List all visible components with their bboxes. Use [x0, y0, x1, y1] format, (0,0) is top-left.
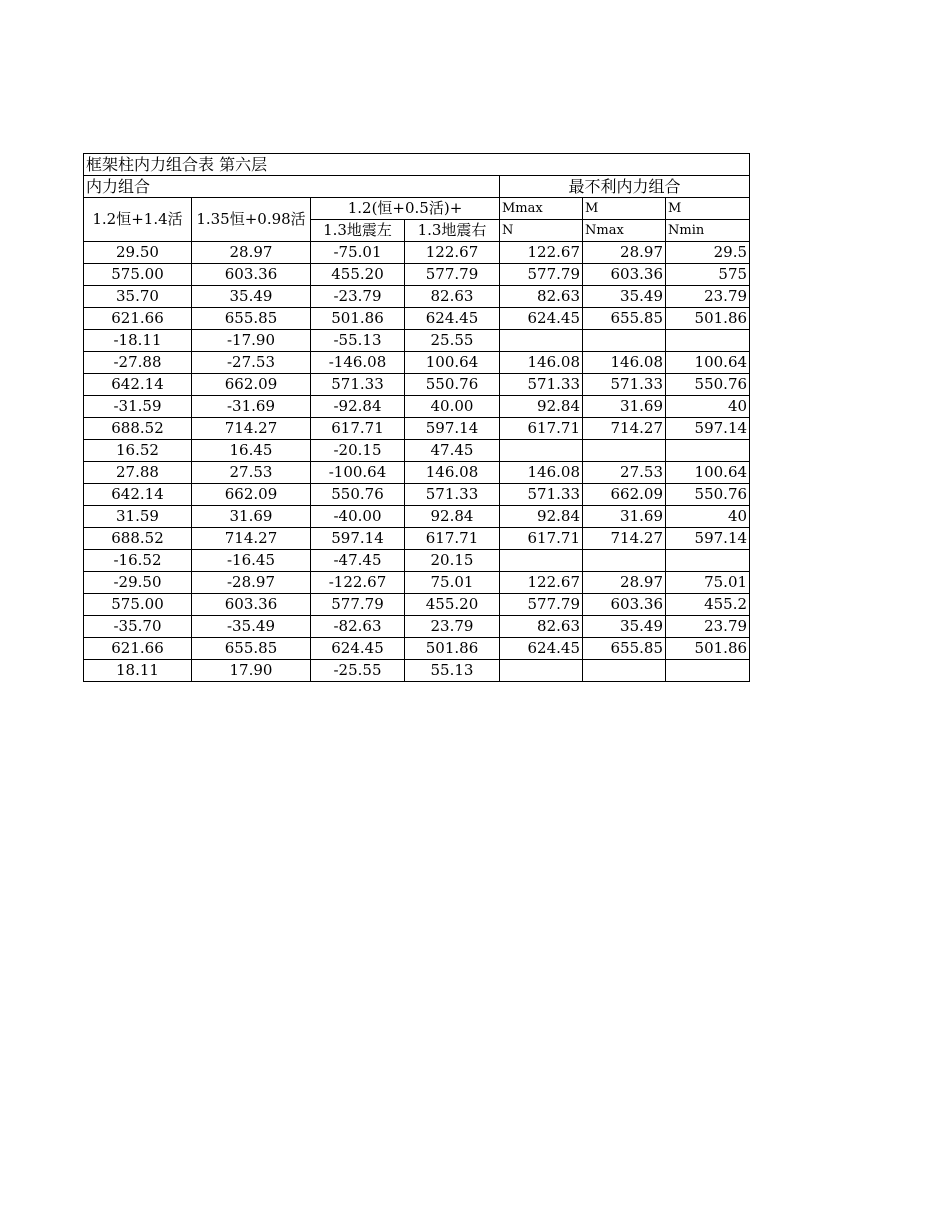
- table-cell[interactable]: 642.14: [84, 484, 192, 506]
- table-cell[interactable]: 28.97: [583, 572, 666, 594]
- table-cell[interactable]: 597.14: [311, 528, 405, 550]
- table-row: [84, 396, 750, 418]
- table-cell[interactable]: -31.69: [192, 396, 311, 418]
- table-cell[interactable]: 597.14: [405, 418, 500, 440]
- table-cell[interactable]: -55.13: [311, 330, 405, 352]
- table-cell[interactable]: 31.59: [84, 506, 192, 528]
- table-cell[interactable]: -28.97: [192, 572, 311, 594]
- table-cell[interactable]: 100.64: [666, 352, 750, 374]
- col-header-5-bottom[interactable]: N: [500, 220, 583, 242]
- table-cell[interactable]: 75.01: [405, 572, 500, 594]
- table-cell[interactable]: 597.14: [666, 418, 750, 440]
- table-cell[interactable]: 550.76: [311, 484, 405, 506]
- table-cell[interactable]: 18.11: [84, 660, 192, 682]
- table-cell[interactable]: 82.63: [500, 616, 583, 638]
- table-row: [84, 308, 750, 330]
- table-cell[interactable]: 550.76: [666, 484, 750, 506]
- table-title[interactable]: 框架柱内力组合表 第六层: [84, 154, 750, 176]
- table-cell[interactable]: 146.08: [583, 352, 666, 374]
- col-header-1[interactable]: 1.2恒+1.4活: [84, 198, 192, 242]
- table-row: [84, 374, 750, 396]
- table-cell[interactable]: -17.90: [192, 330, 311, 352]
- table-cell[interactable]: 617.71: [405, 528, 500, 550]
- table-cell[interactable]: 624.45: [500, 308, 583, 330]
- table-cell[interactable]: [500, 660, 583, 682]
- table-cell[interactable]: 621.66: [84, 638, 192, 660]
- table-cell[interactable]: 16.45: [192, 440, 311, 462]
- table-cell[interactable]: 714.27: [583, 418, 666, 440]
- table-cell[interactable]: 624.45: [311, 638, 405, 660]
- table-row: [84, 242, 750, 264]
- table-row: [84, 572, 750, 594]
- table-cell[interactable]: -27.88: [84, 352, 192, 374]
- table-cell[interactable]: -122.67: [311, 572, 405, 594]
- table-cell[interactable]: 662.09: [192, 374, 311, 396]
- table-cell[interactable]: -16.52: [84, 550, 192, 572]
- table-cell[interactable]: 662.09: [583, 484, 666, 506]
- table-cell[interactable]: -31.59: [84, 396, 192, 418]
- table-cell[interactable]: 40: [666, 506, 750, 528]
- table-cell[interactable]: 550.76: [666, 374, 750, 396]
- table-cell[interactable]: -20.15: [311, 440, 405, 462]
- table-cell[interactable]: 571.33: [311, 374, 405, 396]
- table-cell[interactable]: 624.45: [405, 308, 500, 330]
- table-cell[interactable]: 455.20: [311, 264, 405, 286]
- table-cell[interactable]: 146.08: [405, 462, 500, 484]
- table-cell[interactable]: 29.50: [84, 242, 192, 264]
- table-cell[interactable]: 688.52: [84, 528, 192, 550]
- table-cell[interactable]: 501.86: [666, 638, 750, 660]
- table-cell[interactable]: 92.84: [500, 396, 583, 418]
- table-cell[interactable]: [666, 550, 750, 572]
- group-header-combination[interactable]: 内力组合: [84, 176, 500, 198]
- table-cell[interactable]: 655.85: [192, 308, 311, 330]
- table-cell[interactable]: 40.00: [405, 396, 500, 418]
- table-cell[interactable]: 35.70: [84, 286, 192, 308]
- col-header-seismic-group[interactable]: 1.2(恒+0.5活)+: [311, 198, 500, 220]
- table-cell[interactable]: -146.08: [311, 352, 405, 374]
- table-cell[interactable]: 603.36: [583, 594, 666, 616]
- table-cell[interactable]: 617.71: [311, 418, 405, 440]
- table-cell[interactable]: 31.69: [583, 396, 666, 418]
- table-row: [84, 638, 750, 660]
- table-cell[interactable]: 23.79: [666, 286, 750, 308]
- table-cell[interactable]: 92.84: [405, 506, 500, 528]
- table-row: [84, 352, 750, 374]
- col-header-7-top[interactable]: M: [666, 198, 750, 220]
- table-cell[interactable]: [666, 330, 750, 352]
- table-cell[interactable]: 714.27: [192, 528, 311, 550]
- table-row: [84, 616, 750, 638]
- table-cell[interactable]: 577.79: [500, 594, 583, 616]
- table-cell[interactable]: -35.49: [192, 616, 311, 638]
- table-row: [84, 528, 750, 550]
- table-cell[interactable]: 92.84: [500, 506, 583, 528]
- table-cell[interactable]: 577.79: [500, 264, 583, 286]
- table-cell[interactable]: 27.88: [84, 462, 192, 484]
- table-cell[interactable]: 617.71: [500, 528, 583, 550]
- table-cell[interactable]: -75.01: [311, 242, 405, 264]
- table-cell[interactable]: 662.09: [192, 484, 311, 506]
- table-cell[interactable]: 455.20: [405, 594, 500, 616]
- table-cell[interactable]: [500, 550, 583, 572]
- table-row: [84, 484, 750, 506]
- table-cell[interactable]: 655.85: [583, 308, 666, 330]
- table-cell[interactable]: [583, 330, 666, 352]
- table-cell[interactable]: 27.53: [192, 462, 311, 484]
- table-cell[interactable]: 35.49: [583, 286, 666, 308]
- table-cell[interactable]: 642.14: [84, 374, 192, 396]
- table-cell[interactable]: 31.69: [192, 506, 311, 528]
- table-cell[interactable]: 571.33: [583, 374, 666, 396]
- table-cell[interactable]: -82.63: [311, 616, 405, 638]
- table-cell[interactable]: 577.79: [311, 594, 405, 616]
- table-cell[interactable]: 714.27: [583, 528, 666, 550]
- table-row: [84, 330, 750, 352]
- table-cell[interactable]: [500, 330, 583, 352]
- table-cell[interactable]: 617.71: [500, 418, 583, 440]
- table-cell[interactable]: 575.00: [84, 594, 192, 616]
- table-cell[interactable]: 122.67: [405, 242, 500, 264]
- table-cell[interactable]: -25.55: [311, 660, 405, 682]
- table-cell[interactable]: 603.36: [192, 594, 311, 616]
- table-cell[interactable]: 714.27: [192, 418, 311, 440]
- col-header-3[interactable]: 1.3地震左: [311, 220, 405, 242]
- col-header-4[interactable]: 1.3地震右: [405, 220, 500, 242]
- table-cell[interactable]: 603.36: [583, 264, 666, 286]
- table-cell[interactable]: 55.13: [405, 660, 500, 682]
- table-cell[interactable]: -100.64: [311, 462, 405, 484]
- table-cell[interactable]: 501.86: [666, 308, 750, 330]
- table-cell[interactable]: 122.67: [500, 242, 583, 264]
- table-cell[interactable]: 29.5: [666, 242, 750, 264]
- internal-force-combination-table: [83, 153, 750, 682]
- table-cell[interactable]: 621.66: [84, 308, 192, 330]
- table-row: [84, 594, 750, 616]
- table-cell[interactable]: [666, 440, 750, 462]
- table-cell[interactable]: 455.2: [666, 594, 750, 616]
- col-header-6-bottom[interactable]: Nmax: [583, 220, 666, 242]
- table-row: [84, 286, 750, 308]
- table-cell[interactable]: 82.63: [500, 286, 583, 308]
- table-cell[interactable]: 100.64: [405, 352, 500, 374]
- table-cell[interactable]: 82.63: [405, 286, 500, 308]
- table-cell[interactable]: 31.69: [583, 506, 666, 528]
- table-cell[interactable]: 27.53: [583, 462, 666, 484]
- table-cell[interactable]: [500, 440, 583, 462]
- table-cell[interactable]: 571.33: [405, 484, 500, 506]
- table-cell[interactable]: 23.79: [405, 616, 500, 638]
- table-cell[interactable]: 28.97: [583, 242, 666, 264]
- table-cell[interactable]: 17.90: [192, 660, 311, 682]
- table-cell[interactable]: -47.45: [311, 550, 405, 572]
- table-cell[interactable]: 597.14: [666, 528, 750, 550]
- table-cell[interactable]: 577.79: [405, 264, 500, 286]
- table-row: [84, 418, 750, 440]
- table-cell[interactable]: 25.55: [405, 330, 500, 352]
- col-header-2[interactable]: 1.35恒+0.98活: [192, 198, 311, 242]
- table-cell[interactable]: 501.86: [405, 638, 500, 660]
- table-cell[interactable]: [666, 660, 750, 682]
- table-cell[interactable]: 146.08: [500, 352, 583, 374]
- table-cell[interactable]: 603.36: [192, 264, 311, 286]
- table-cell[interactable]: -18.11: [84, 330, 192, 352]
- table-cell[interactable]: 624.45: [500, 638, 583, 660]
- table-cell[interactable]: 655.85: [583, 638, 666, 660]
- table-row: [84, 462, 750, 484]
- col-header-6-top[interactable]: M: [583, 198, 666, 220]
- col-header-7-bottom[interactable]: Nmin: [666, 220, 750, 242]
- table-cell[interactable]: 575.00: [84, 264, 192, 286]
- table-cell[interactable]: -27.53: [192, 352, 311, 374]
- table-cell[interactable]: -16.45: [192, 550, 311, 572]
- table-cell[interactable]: -29.50: [84, 572, 192, 594]
- table-cell[interactable]: -23.79: [311, 286, 405, 308]
- table-cell[interactable]: 100.64: [666, 462, 750, 484]
- table-cell[interactable]: 550.76: [405, 374, 500, 396]
- col-header-5-top[interactable]: Mmax: [500, 198, 583, 220]
- table-cell[interactable]: 40: [666, 396, 750, 418]
- spreadsheet: [83, 153, 750, 682]
- table-cell[interactable]: 35.49: [583, 616, 666, 638]
- table-cell[interactable]: 655.85: [192, 638, 311, 660]
- table-cell[interactable]: -35.70: [84, 616, 192, 638]
- table-cell[interactable]: -92.84: [311, 396, 405, 418]
- table-row: [84, 506, 750, 528]
- table-cell[interactable]: 688.52: [84, 418, 192, 440]
- table-cell[interactable]: [583, 660, 666, 682]
- table-cell[interactable]: 28.97: [192, 242, 311, 264]
- table-cell[interactable]: 20.15: [405, 550, 500, 572]
- table-cell[interactable]: 47.45: [405, 440, 500, 462]
- table-cell[interactable]: 122.67: [500, 572, 583, 594]
- table-cell[interactable]: 146.08: [500, 462, 583, 484]
- table-cell[interactable]: 501.86: [311, 308, 405, 330]
- table-cell[interactable]: 575: [666, 264, 750, 286]
- table-row: [84, 264, 750, 286]
- table-row: [84, 440, 750, 462]
- table-cell[interactable]: 571.33: [500, 374, 583, 396]
- table-cell[interactable]: [583, 550, 666, 572]
- table-cell[interactable]: [583, 440, 666, 462]
- table-row: [84, 550, 750, 572]
- table-cell[interactable]: 571.33: [500, 484, 583, 506]
- table-cell[interactable]: 23.79: [666, 616, 750, 638]
- table-cell[interactable]: 16.52: [84, 440, 192, 462]
- group-header-worst-combination[interactable]: 最不利内力组合: [500, 176, 750, 198]
- table-row: [84, 660, 750, 682]
- table-cell[interactable]: -40.00: [311, 506, 405, 528]
- table-cell[interactable]: 35.49: [192, 286, 311, 308]
- table-cell[interactable]: 75.01: [666, 572, 750, 594]
